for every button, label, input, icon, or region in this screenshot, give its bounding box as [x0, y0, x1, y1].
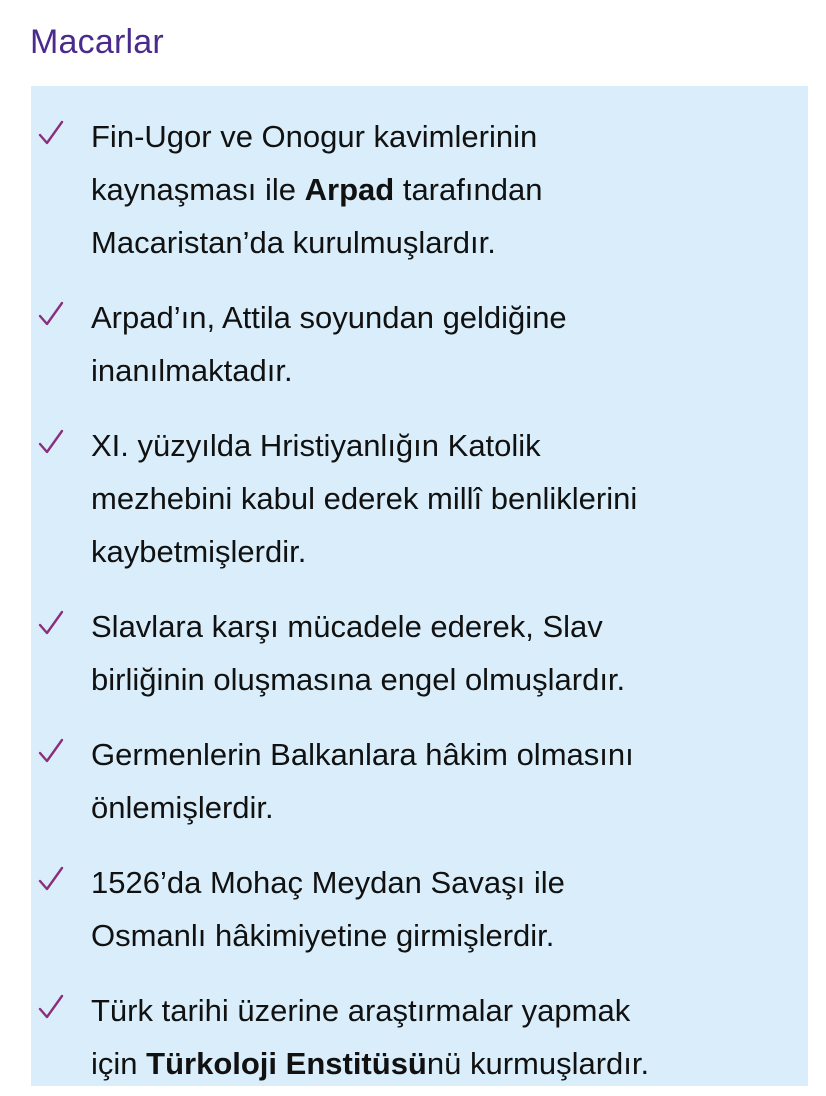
list-item-text [91, 984, 788, 1090]
bold-term: Türkoloji Enstitüsü [146, 1046, 427, 1081]
text-line: önlemişlerdir. [91, 790, 274, 825]
text-line: Türk tarihi üzerine araştırmalar yapmak [91, 993, 631, 1028]
check-icon [38, 866, 64, 894]
list-item [31, 291, 808, 397]
list-item [31, 110, 808, 269]
text-line: Germenlerin Balkanlara hâkim olmasını [91, 737, 634, 772]
text-line: nü kurmuşlardır. [426, 1046, 650, 1081]
list-item-text [91, 110, 788, 269]
list-item [31, 600, 808, 706]
text-line: XI. yüzyılda Hristiyanlığın Katolik [91, 428, 541, 463]
list-item-text [91, 600, 788, 706]
text-line: Osmanlı hâkimiyetine girmişlerdir. [91, 918, 555, 953]
check-icon [38, 610, 64, 638]
check-icon [38, 738, 64, 766]
list-item [31, 856, 808, 962]
check-icon [38, 994, 64, 1022]
check-icon [38, 429, 64, 457]
text-line: Fin-Ugor ve Onogur kavimlerinin [91, 119, 538, 154]
text-line: Macaristan’da kurulmuşlardır. [91, 225, 496, 260]
text-line: Arpad’ın, Attila soyundan geldiğine [91, 300, 567, 335]
text-line: için [91, 1046, 147, 1081]
list-item-text [91, 728, 788, 834]
text-line: 1526’da Mohaç Meydan Savaşı ile [91, 865, 565, 900]
text-line: inanılmaktadır. [91, 353, 293, 388]
list-item-text [91, 419, 788, 578]
section-title: Macarlar [30, 23, 164, 61]
list-item [31, 728, 808, 834]
text-line: birliğinin oluşmasına engel olmuşlardır. [91, 662, 626, 697]
info-panel [31, 86, 808, 1086]
text-line: kaynaşması ile [91, 172, 305, 207]
list-item-text [91, 856, 788, 962]
bold-term: Arpad [304, 172, 395, 207]
text-line: kaybetmişlerdir. [91, 534, 307, 569]
check-icon [38, 301, 64, 329]
text-line: mezhebini kabul ederek millî benliklerini [91, 481, 638, 516]
list-item [31, 984, 808, 1090]
text-line: Slavlara karşı mücadele ederek, Slav [91, 609, 603, 644]
check-icon [38, 120, 64, 148]
list-item [31, 419, 808, 578]
list-item-text [91, 291, 788, 397]
text-line: tarafından [394, 172, 543, 207]
